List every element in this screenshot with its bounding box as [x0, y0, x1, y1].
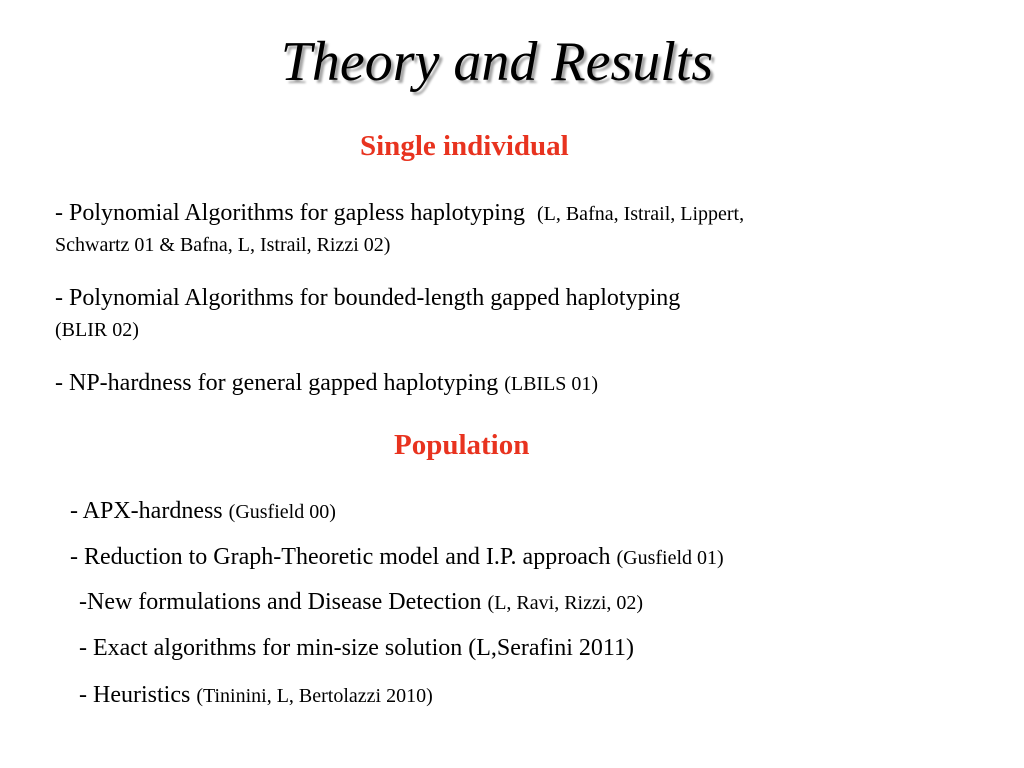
slide-title: Theory and Results — [280, 31, 714, 93]
item-citation: (LBILS 01) — [504, 373, 599, 395]
item-text: - Heuristics — [79, 682, 191, 708]
list-item — [55, 371, 598, 395]
item-citation: (L, Ravi, Rizzi, 02) — [487, 592, 644, 614]
section-heading-population: Population — [394, 429, 530, 461]
item-text: - Polynomial Algorithms for bounded-length gapped haplotyping — [55, 285, 681, 311]
item-text: -New formulations and Disease Detection — [79, 589, 482, 615]
item-citation: (BLIR 02) — [55, 319, 139, 341]
list-item — [55, 201, 744, 225]
item-text: - Polynomial Algorithms for gapless haplotyping — [55, 200, 525, 226]
list-item — [70, 545, 724, 569]
list-item — [79, 636, 634, 660]
item-citation: (Tininini, L, Bertolazzi 2010) — [196, 685, 433, 707]
item-text: - NP-hardness for general gapped haplotyping — [55, 370, 499, 396]
list-item — [55, 286, 680, 310]
item-text: - APX-hardness — [70, 498, 223, 524]
list-item — [79, 683, 433, 707]
section-heading-single-individual: Single individual — [360, 130, 569, 162]
item-citation: (Gusfield 00) — [228, 501, 336, 523]
list-item — [79, 590, 643, 614]
list-item — [70, 499, 336, 523]
item-citation-continued: Schwartz 01 & Bafna, L, Istrail, Rizzi 02) — [55, 234, 391, 256]
item-text: - Reduction to Graph-Theoretic model and I.P. approach — [70, 544, 611, 570]
item-text: - Exact algorithms for min-size solution (L,Serafini 2011) — [79, 635, 634, 661]
item-citation: (Gusfield 01) — [616, 547, 724, 569]
item-citation: (L, Bafna, Istrail, Lippert, — [536, 203, 745, 225]
